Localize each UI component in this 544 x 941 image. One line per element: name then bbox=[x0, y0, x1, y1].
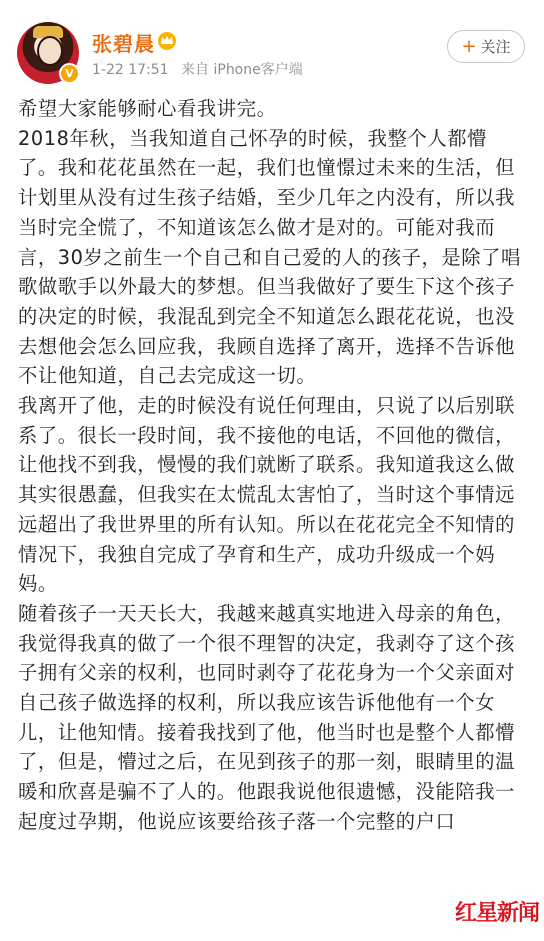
crown-icon bbox=[156, 30, 178, 50]
post-paragraph: 希望大家能够耐心看我讲完。 bbox=[18, 97, 277, 120]
post-header bbox=[0, 0, 544, 96]
post-timestamp: 1-22 17:51 bbox=[92, 62, 169, 78]
watermark-logo bbox=[455, 896, 541, 936]
post-source: 来自 iPhone客户端 bbox=[181, 62, 303, 78]
watermark-text: 红星新闻 bbox=[455, 901, 540, 926]
follow-label: 关注 bbox=[480, 38, 511, 56]
post-meta bbox=[92, 59, 303, 79]
post-paragraph: 我离开了他，走的时候没有说任何理由，只说了以后别联系了。很长一段时间，我不接他的电话，不回他的微信，让他找不到我，慢慢的我们就断了联系。我知道我这么做其实很愚蠢，但我实在太慌乱太害怕了，当时这个事情远远超出了我世界里的所有认知。所以在花花完全不知情的情况下，我独自完成了孕育和生产，成功升级成一个妈妈。 bbox=[18, 394, 516, 596]
post-paragraph: 随着孩子一天天长大，我越来越真实地进入母亲的角色，我觉得我真的做了一个很不理智的决定，我剥夺了这个孩子拥有父亲的权利，也同时剥夺了花花身为一个父亲面对自己孩子做选择的权利，所以我应该告诉他他有一个女儿，让他知情。接着我找到了他，他当时也是整个人都懵了，但是，懵过之后，在见到孩子的那一刻，眼睛里的温暖和欣喜是骗不了人的。他跟我说他很遗憾，没能陪我一起度过孕期，他说应该要给孩子落一个完整的户口 bbox=[18, 601, 516, 833]
avatar-face bbox=[37, 36, 63, 66]
plus-icon: + bbox=[461, 35, 477, 57]
verified-icon: V bbox=[59, 63, 80, 84]
follow-button[interactable] bbox=[447, 30, 525, 63]
post-paragraph: 2018年秋，当我知道自己怀孕的时候，我整个人都懵了。我和花花虽然在一起，我们也憧憬过未来的生活，但计划里从没有过生孩子结婚，至少几年之内没有，所以我当时完全慌了，不知道该怎么做才是对的。可能对我而言，30岁之前生一个自己和自己爱的人的孩子，是除了唱歌做歌手以外最大的梦想。但当我做好了要生下这个孩子的决定的时候，我混乱到完全不知道怎么跟花花说，也没去想他会怎么回应我，我顾自选择了离开，选择不告诉他不让他知道，自己去完成这一切。 bbox=[18, 126, 521, 388]
username[interactable]: 张碧晨 bbox=[92, 32, 155, 56]
post-body bbox=[18, 94, 526, 837]
